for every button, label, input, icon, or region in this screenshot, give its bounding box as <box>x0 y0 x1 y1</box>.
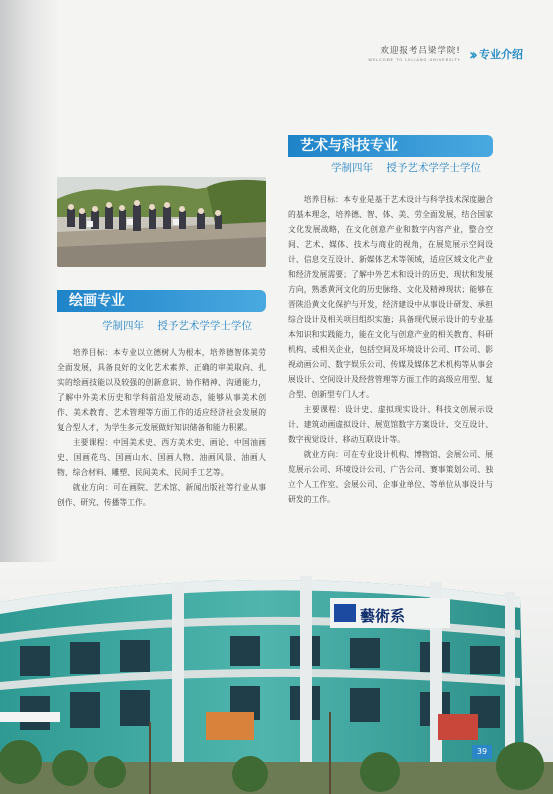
painting-goal-paragraph: 培养目标：本专业以立德树人为根本，培养德智体美劳全面发展，具备良好的文化艺术素养、正确的审美取向、扎实的绘画技能以及较强的创新意识、协作精神、沟通能力，了解中外美术历史和学科前沿发展动态，能够从事美术创作、美术教育、艺术管理等方面工作的适应经济社会发展的复合型人才，为学生多元发展做好知识储备和能力积累。 <box>57 348 266 432</box>
sketching-class-photo <box>57 177 266 267</box>
building-sign: 藝術系 <box>360 607 406 625</box>
page-number: 39 <box>472 745 492 759</box>
welcome-block <box>368 46 460 63</box>
major-subtitle-art-tech: 学制四年 授予艺术学学士学位 <box>331 162 481 174</box>
welcome-text: 欢迎报考吕梁学院! <box>380 45 461 56</box>
painting-description <box>57 345 266 510</box>
painting-career-paragraph: 就业方向：可在画院、艺术馆、新闻出版社等行业从事创作、研究、传播等工作。 <box>57 483 266 507</box>
section-title: 专业介绍 <box>479 48 523 61</box>
double-chevron-right-icon: ›› <box>468 44 474 64</box>
major-subtitle-painting: 学制四年 授予艺术学学士学位 <box>102 320 252 332</box>
art-tech-career-paragraph: 就业方向：可在专业设计机构、博物馆、会展公司、展览展示公司、环境设计公司、广告公司、赛事策划公司、独立个人工作室、会展公司、企事业单位、等单位从事设计与研发的工作。 <box>288 450 493 504</box>
painting-courses-paragraph: 主要课程：中国美术史、西方美术史、画论、中国油画史、国画花鸟、国画山水、国画人物、油画风景、油画人物、综合材料、雕塑、民间美术、民间手工艺等。 <box>57 438 266 477</box>
major-title-painting: 绘画专业 <box>57 290 266 312</box>
art-tech-courses-paragraph: 主要课程：设计史、虚拟现实设计、科技文创展示设计、建筑动画虚拟设计、展览馆数字方案设计、交互设计、数字视觉设计、移动互联设计等。 <box>288 405 493 444</box>
art-department-building-photo <box>0 562 553 794</box>
major-title-art-tech: 艺术与科技专业 <box>288 135 493 157</box>
art-tech-goal-paragraph: 培养目标：本专业是基于艺术设计与科学技术深度融合的基本理念，培养德、智、体、美、劳全面发展，结合国家文化发展战略，在文化创意产业和数字内容产业，整合空间、艺术、媒体、技术与商业的视角，在展览展示空间设计、信息交互设计、新媒体艺术等领域，适应区域文化产业和经济发展需要；了解中外艺术和设计的历史、现状和发展方向，熟悉黄河文化的历史脉络、文化及精神现状；能够在晋陕沿黄文化保护与开发，经济建设中从事设计研发、承担综合设计及相关项目组织实施；具备现代展示设计的专业基本知识和实践能力，能在文化与创意产业的相关教育、科研机构，或相关企业，包括空间及环境设计公司、IT公司、影视动画公司、数字娱乐公司、传媒及媒体艺术机构等从事会展设计、空间设计及经营管理等方面工作的高级应用型、复合型、创新型专门人才。 <box>288 195 493 399</box>
welcome-text-en: WELCOME TO LVLIANG UNIVERSITY <box>368 57 461 62</box>
page-header <box>368 42 523 66</box>
art-tech-description <box>288 192 493 507</box>
